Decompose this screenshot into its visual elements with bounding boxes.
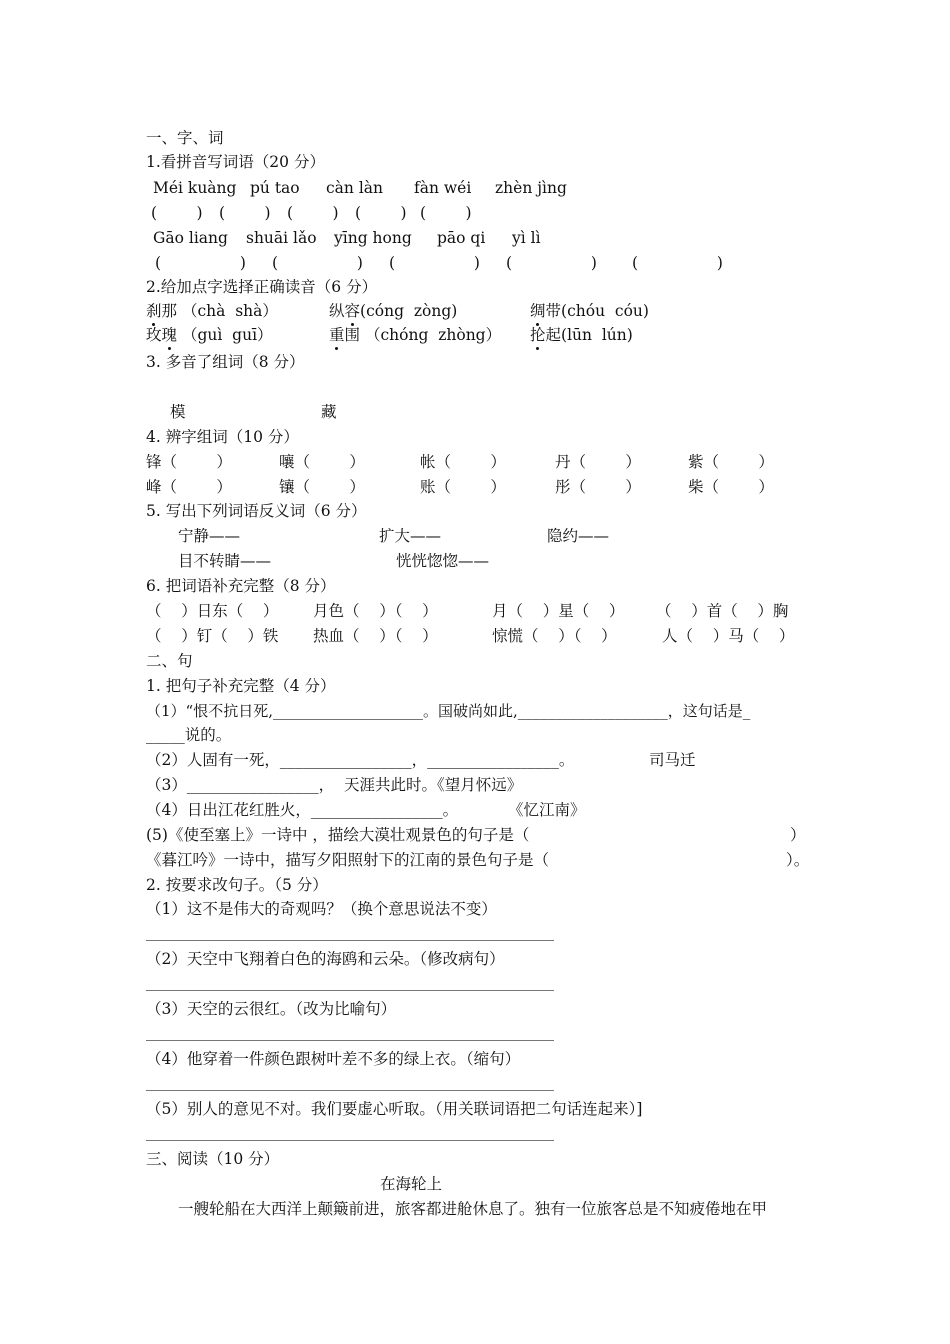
- answer-bracket[interactable]: ( ): [632, 254, 723, 272]
- polyphone-char: 模: [170, 403, 186, 421]
- answer-bracket[interactable]: ( ): [151, 204, 203, 222]
- rewrite-task: （2）天空中飞翔着白色的海鸥和云朵。（修改病句）: [146, 950, 505, 968]
- answer-bracket[interactable]: ( ): [219, 204, 271, 222]
- answer-line[interactable]: [146, 940, 554, 941]
- rewrite-task: （3）天空的云很红。（改为比喻句）: [146, 1000, 397, 1018]
- q2-title: 2.给加点字选择正确读音（6 分）: [146, 278, 378, 296]
- rewrite-task: （5）别人的意见不对。我们要虚心听取。（用关联词语把二句话连起来）]: [146, 1100, 643, 1118]
- author-label: 司马迁: [649, 751, 696, 769]
- answer-bracket[interactable]: ( ): [420, 204, 472, 222]
- s2-q2-title: 2. 按要求改句子。（5 分）: [146, 876, 328, 894]
- word-group-item[interactable]: 彤（ ）: [555, 478, 641, 496]
- word-group-item[interactable]: 镶（ ）: [279, 478, 365, 496]
- fill-sentence-4[interactable]: （4）日出江花红胜火，_________________。: [146, 801, 459, 819]
- source-label: 《忆江南》: [508, 801, 586, 819]
- idiom-item[interactable]: 热血（ ）（ ）: [313, 627, 438, 645]
- pinyin: Gāo liang: [153, 229, 228, 247]
- idiom-item[interactable]: （ ）钉（ ）铁: [146, 627, 279, 645]
- word-group-item[interactable]: 帐（ ）: [420, 453, 506, 471]
- section-2-title: 二、句: [146, 652, 193, 670]
- q6-title: 6. 把词语补充完整（8 分）: [146, 577, 336, 595]
- reading-options[interactable]: (chóu cóu): [561, 302, 649, 320]
- q4-title: 4. 辨字组词（10 分）: [146, 428, 299, 446]
- dotted-char: 刹: [146, 302, 162, 320]
- reading-item: 抡起(lūn lún): [530, 326, 633, 344]
- dotted-char: 瑰: [161, 326, 178, 344]
- antonym-item[interactable]: 扩大——: [379, 527, 442, 545]
- reading-item: 重围 （chóng zhòng）: [329, 326, 502, 344]
- reading-item: 纵容(cóng zòng): [329, 302, 458, 320]
- pinyin: fàn wéi: [414, 179, 472, 197]
- pinyin: pú tao: [250, 179, 300, 197]
- fill-sentence-6[interactable]: 《暮江吟》一诗中，描写夕阳照射下的江南的景色句子是（: [146, 851, 550, 869]
- pinyin: Méi kuàng: [153, 179, 237, 197]
- fill-sentence-3[interactable]: （3）_________________， 天涯共此时。《望月怀远》: [146, 776, 523, 794]
- q1-title: 1.看拼音写词语（20 分）: [146, 153, 325, 171]
- dotted-char: 绸: [530, 302, 546, 320]
- fill-sentence-2[interactable]: （2）人固有一死，_________________，_________________。: [146, 751, 575, 769]
- reading-item: 玫瑰 （guì guī）: [146, 326, 273, 344]
- reading-item: 绸带(chóu cóu): [530, 302, 649, 320]
- answer-line[interactable]: [146, 990, 554, 991]
- fill-sentence-6-end: ）。: [786, 851, 810, 869]
- fill-sentence-5-end: ）: [790, 826, 806, 844]
- idiom-item[interactable]: 月色（ ）（ ）: [313, 602, 438, 620]
- idiom-item[interactable]: 月（ ）星（ ）: [492, 602, 625, 620]
- word-group-item[interactable]: 丹（ ）: [555, 453, 641, 471]
- idiom-item[interactable]: 人（ ）马（ ）: [662, 627, 795, 645]
- reading-options[interactable]: （chà shà）: [181, 302, 278, 320]
- passage-text: 一艘轮船在大西洋上颠簸前进，旅客都进舱休息了。独有一位旅客总是不知疲倦地在甲: [178, 1200, 768, 1218]
- pinyin: càn làn: [326, 179, 384, 197]
- answer-bracket[interactable]: ( ): [287, 204, 339, 222]
- pinyin: pāo qi: [437, 229, 486, 247]
- idiom-item[interactable]: （ ）日东（ ）: [146, 602, 279, 620]
- section-3-title: 三、阅读（10 分）: [146, 1150, 280, 1168]
- pinyin: yì lì: [512, 229, 541, 247]
- fill-sentence-1-cont[interactable]: _____说的。: [146, 726, 232, 744]
- word-group-item[interactable]: 账（ ）: [420, 478, 506, 496]
- passage-title: 在海轮上: [380, 1175, 443, 1193]
- word-group-item[interactable]: 紫（ ）: [688, 453, 774, 471]
- q3-title: 3. 多音了组词（8 分）: [146, 353, 305, 371]
- pinyin: shuāi lǎo: [246, 229, 317, 247]
- idiom-item[interactable]: （ ）首（ ）胸: [656, 602, 789, 620]
- word-group-item[interactable]: 锋（ ）: [146, 453, 232, 471]
- antonym-item[interactable]: 宁静——: [178, 527, 241, 545]
- reading-options[interactable]: （guì guī）: [181, 326, 273, 344]
- answer-bracket[interactable]: ( ): [355, 204, 407, 222]
- fill-sentence-1[interactable]: （1）“恨不抗日死,____________________。国破尚如此,____________________，这句话是_: [146, 702, 751, 720]
- s2-q1-title: 1. 把句子补充完整（4 分）: [146, 677, 336, 695]
- dotted-char: 抡: [530, 326, 546, 344]
- reading-options[interactable]: (lūn lún): [561, 326, 633, 344]
- polyphone-char: 藏: [321, 403, 337, 421]
- reading-options[interactable]: （chóng zhòng）: [364, 326, 502, 344]
- answer-line[interactable]: [146, 1090, 554, 1091]
- rewrite-task: （4）他穿着一件颜色跟树叶差不多的绿上衣。（缩句）: [146, 1050, 521, 1068]
- fill-sentence-5[interactable]: (5)《使至塞上》一诗中 ，描绘大漠壮观景色的句子是（: [146, 826, 530, 844]
- answer-line[interactable]: [146, 1040, 554, 1041]
- antonym-item[interactable]: 隐约——: [547, 527, 610, 545]
- rewrite-task: （1）这不是伟大的奇观吗？（换个意思说法不变）: [146, 900, 497, 918]
- answer-bracket[interactable]: ( ): [506, 254, 597, 272]
- word-group-item[interactable]: 柴（ ）: [688, 478, 774, 496]
- answer-bracket[interactable]: ( ): [272, 254, 363, 272]
- antonym-item[interactable]: 目不转睛——: [178, 552, 272, 570]
- word-group-item[interactable]: 嚷（ ）: [279, 453, 365, 471]
- idiom-item[interactable]: 惊慌（ ）（ ）: [492, 627, 617, 645]
- pinyin: yīng hong: [334, 229, 412, 247]
- answer-line[interactable]: [146, 1140, 554, 1141]
- antonym-item[interactable]: 恍恍惚惚——: [396, 552, 490, 570]
- pinyin: zhèn jìng: [495, 179, 567, 197]
- reading-options[interactable]: (cóng zòng): [360, 302, 458, 320]
- q5-title: 5. 写出下列词语反义词（6 分）: [146, 502, 367, 520]
- section-1-title: 一、字、词: [146, 129, 224, 147]
- answer-bracket[interactable]: ( ): [155, 254, 246, 272]
- reading-item: 刹那 （chà shà）: [146, 302, 278, 320]
- dotted-char: 容: [344, 302, 361, 320]
- answer-bracket[interactable]: ( ): [389, 254, 480, 272]
- dotted-char: 重: [329, 326, 345, 344]
- word-group-item[interactable]: 峰（ ）: [146, 478, 232, 496]
